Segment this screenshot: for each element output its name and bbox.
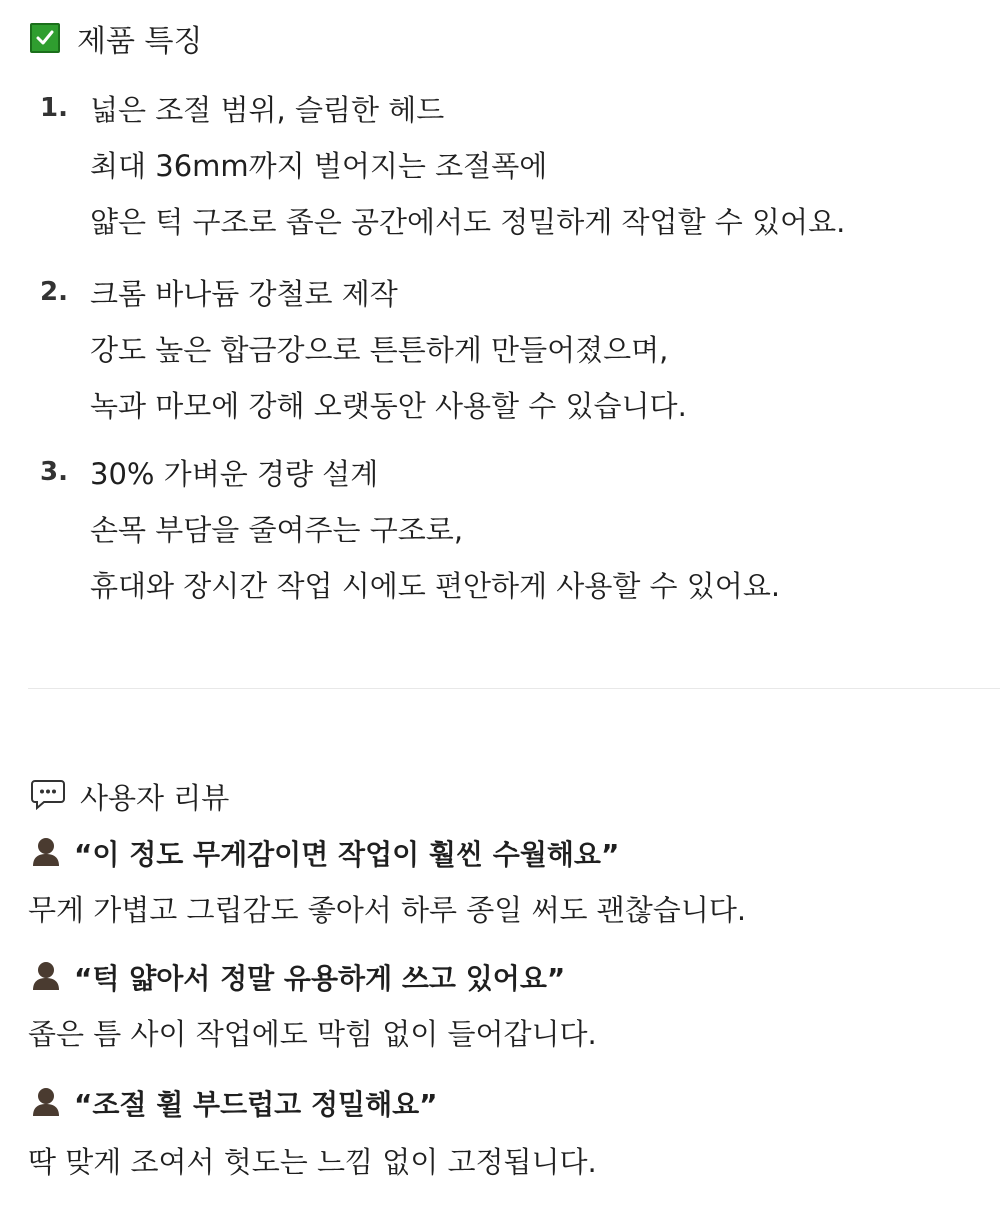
- review-quote-row: [30, 957, 565, 997]
- feature-line: 얇은 턱 구조로 좁은 공간에서도 정밀하게 작업할 수 있어요.: [90, 205, 846, 239]
- feature-number: 3.: [40, 457, 68, 487]
- feature-number: 2.: [40, 277, 68, 307]
- features-header: [30, 18, 202, 58]
- feature-heading: 넓은 조절 범위, 슬림한 헤드: [90, 93, 445, 127]
- feature-heading: 크롬 바나듐 강철로 제작: [90, 277, 398, 311]
- review-body: 무게 가볍고 그립감도 좋아서 하루 종일 써도 괜찮습니다.: [28, 893, 747, 927]
- reviews-title: 사용자 리뷰: [80, 780, 230, 815]
- section-divider: [28, 688, 1000, 689]
- features-title: 제품 특징: [77, 24, 203, 59]
- person-silhouette-icon: [30, 959, 62, 995]
- person-silhouette-icon: [30, 1085, 62, 1121]
- speech-bubble-icon: [30, 778, 66, 814]
- review-quote-row: [30, 833, 619, 873]
- feature-line: 휴대와 장시간 작업 시에도 편안하게 사용할 수 있어요.: [90, 569, 781, 603]
- feature-line: 손목 부담을 줄여주는 구조로,: [90, 513, 464, 547]
- feature-line: 최대 36mm까지 벌어지는 조절폭에: [90, 149, 548, 183]
- review-quote-row: [30, 1083, 438, 1123]
- feature-line: 강도 높은 합금강으로 튼튼하게 만들어졌으며,: [90, 333, 669, 367]
- review-quote: “조절 휠 부드럽고 정밀해요”: [74, 1088, 438, 1121]
- check-mark-icon: [30, 23, 60, 53]
- feature-line: 녹과 마모에 강해 오랫동안 사용할 수 있습니다.: [90, 389, 687, 423]
- review-body: 딱 맞게 조여서 헛도는 느낌 없이 고정됩니다.: [28, 1145, 597, 1179]
- review-body: 좁은 틈 사이 작업에도 막힘 없이 들어갑니다.: [28, 1017, 597, 1051]
- review-quote: “이 정도 무게감이면 작업이 훨씬 수월해요”: [74, 838, 620, 871]
- feature-number: 1.: [40, 93, 68, 123]
- reviews-header: [30, 776, 229, 816]
- review-quote: “턱 얇아서 정말 유용하게 쓰고 있어요”: [74, 962, 566, 995]
- feature-heading: 30% 가벼운 경량 설계: [90, 457, 379, 491]
- person-silhouette-icon: [30, 835, 62, 871]
